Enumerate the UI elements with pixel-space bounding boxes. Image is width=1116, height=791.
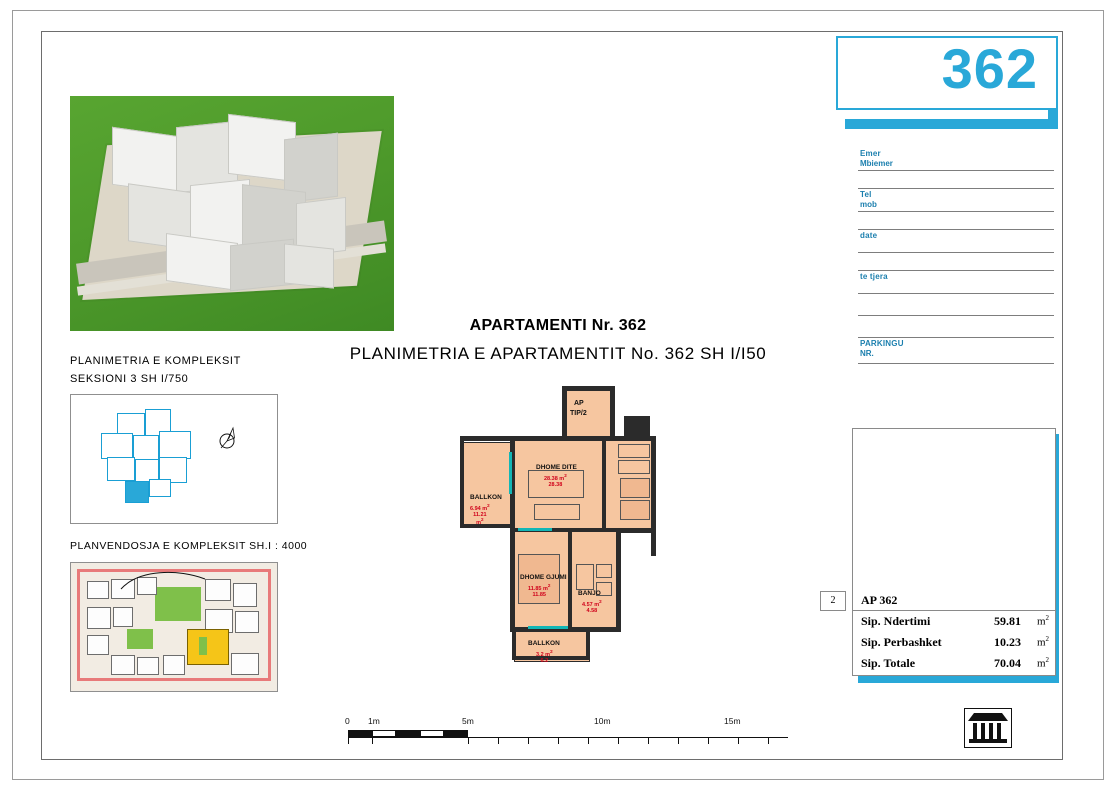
logo-column bbox=[997, 723, 1001, 739]
form-label-mbiemer: Mbiemer bbox=[860, 159, 893, 168]
table-row bbox=[853, 653, 1055, 674]
scale-seg bbox=[444, 730, 468, 737]
area-label-ndertimi: Sip. Ndertimi bbox=[861, 614, 931, 628]
form-row-blank-1[interactable] bbox=[858, 294, 1054, 316]
keyplan-block bbox=[159, 431, 191, 459]
apartment-number-block bbox=[836, 36, 1058, 110]
scale-seg bbox=[348, 730, 372, 737]
form-label-date: date bbox=[860, 231, 878, 240]
furniture-bathtub bbox=[576, 564, 594, 590]
form-label-te-tjera: te tjera bbox=[860, 272, 888, 281]
siteplan-highlight-marker bbox=[199, 637, 207, 655]
room-area-balcony-left: 6.94 $m^2$ 11.21 $m^2$ bbox=[470, 503, 490, 527]
logo-base bbox=[969, 739, 1007, 743]
area-unit-perbashket: $m^2$ bbox=[1036, 635, 1049, 649]
area-table bbox=[852, 590, 1056, 676]
siteplan-boundary bbox=[268, 569, 271, 681]
siteplan-building bbox=[87, 581, 109, 599]
form-row-name[interactable] bbox=[858, 148, 1054, 171]
wall bbox=[562, 386, 567, 440]
area-table-title: AP 362 bbox=[861, 593, 898, 607]
wall-partition bbox=[568, 528, 572, 628]
siteplan-building bbox=[163, 655, 185, 675]
area-value-totale: 70.04 bbox=[994, 656, 1021, 670]
table-row bbox=[853, 611, 1055, 632]
room-area-living: 28.38 $m^2$ 28.38 bbox=[544, 473, 567, 488]
building-logo-icon bbox=[964, 708, 1012, 748]
siteplan-green-area bbox=[127, 629, 153, 649]
area-label-perbashket: Sip. Perbashket bbox=[861, 635, 942, 649]
furniture-kitchen-unit bbox=[620, 500, 650, 520]
area-unit-ndertimi: $m^2$ bbox=[1036, 614, 1049, 628]
scale-label-0: 0 bbox=[345, 716, 350, 726]
scale-tick bbox=[468, 737, 469, 744]
keyplan-heading-line2: SEKSIONI 3 SH I/750 bbox=[70, 373, 189, 385]
wall bbox=[562, 386, 614, 391]
scale-tick bbox=[648, 737, 649, 744]
room-label-bedroom: DHOME GJUMI bbox=[520, 574, 567, 581]
furniture-counter bbox=[618, 460, 650, 474]
wall bbox=[586, 630, 590, 660]
form-row-date[interactable] bbox=[858, 230, 1054, 253]
wall bbox=[651, 436, 656, 556]
siteplan-building bbox=[111, 655, 135, 675]
annotation-tip: TIP/2 bbox=[570, 410, 587, 417]
room-label-balcony-left: BALLKON bbox=[470, 494, 502, 501]
room-area-bedroom: 11.85 $m^2$ 11.85 bbox=[528, 583, 551, 598]
siteplan-building bbox=[231, 653, 259, 675]
siteplan-boundary bbox=[77, 569, 80, 681]
area-label-totale: Sip. Totale bbox=[861, 656, 916, 670]
scale-tick bbox=[768, 737, 769, 744]
keyplan-block bbox=[107, 457, 135, 481]
keyplan-block-highlight bbox=[125, 481, 149, 503]
scale-bar-base bbox=[348, 737, 788, 738]
compass-north-icon bbox=[213, 424, 241, 454]
page-title: APARTAMENTI Nr. 362 bbox=[469, 317, 647, 334]
logo-column bbox=[989, 723, 993, 739]
siteplan-building bbox=[87, 635, 109, 655]
wall-partition bbox=[602, 440, 606, 528]
form-row-name-2[interactable] bbox=[858, 171, 1054, 189]
siteplan-building bbox=[233, 583, 257, 607]
furniture-table bbox=[534, 504, 580, 520]
scale-tick bbox=[618, 737, 619, 744]
room-label-balcony-bottom: BALLKON bbox=[528, 640, 560, 647]
render-building bbox=[166, 233, 238, 291]
siteplan-building bbox=[87, 607, 111, 629]
number-block-shadow-bottom bbox=[845, 119, 1058, 129]
scale-tick bbox=[678, 737, 679, 744]
logo-column bbox=[981, 723, 985, 739]
logo-column bbox=[973, 723, 977, 739]
siteplan-leader-line bbox=[119, 567, 209, 593]
room-label-living: DHOME DITE bbox=[536, 464, 577, 471]
annotation-ap: AP bbox=[574, 400, 584, 407]
wall-column bbox=[624, 416, 650, 440]
scale-tick bbox=[372, 737, 373, 744]
keyplan-block bbox=[101, 433, 133, 459]
render-building bbox=[112, 127, 186, 195]
scale-tick bbox=[558, 737, 559, 744]
notes-box bbox=[852, 428, 1056, 592]
form-row-date-2[interactable] bbox=[858, 253, 1054, 271]
table-row bbox=[853, 632, 1055, 653]
area-unit-totale: $m^2$ bbox=[1036, 656, 1049, 670]
scale-tick bbox=[348, 737, 349, 744]
keyplan-block bbox=[149, 479, 171, 497]
scale-label-5m: 5m bbox=[462, 716, 474, 726]
form-label-tel: Tel bbox=[860, 190, 872, 199]
furniture-wc bbox=[596, 564, 612, 578]
complex-3d-render bbox=[70, 96, 394, 331]
keyplan-block bbox=[133, 435, 159, 461]
glazing bbox=[528, 626, 568, 629]
furniture-counter bbox=[618, 444, 650, 458]
siteplan-building bbox=[113, 607, 133, 627]
room-area-bath: 4.57 $m^2$ 4.58 bbox=[582, 599, 602, 614]
table-row-index: 2 bbox=[820, 591, 846, 611]
area-value-ndertimi: 59.81 bbox=[994, 614, 1021, 628]
wall bbox=[616, 528, 621, 632]
furniture-kitchen-unit bbox=[620, 478, 650, 498]
wall bbox=[460, 436, 464, 528]
wall bbox=[512, 630, 516, 660]
scale-label-1m: 1m bbox=[368, 716, 380, 726]
area-value-perbashket: 10.23 bbox=[994, 635, 1021, 649]
notes-box-shadow-bottom bbox=[858, 675, 1058, 683]
form-row-other[interactable] bbox=[858, 271, 1054, 294]
scale-seg bbox=[372, 730, 396, 737]
scale-seg bbox=[420, 730, 444, 737]
wall bbox=[610, 386, 615, 440]
render-building bbox=[284, 243, 334, 288]
scale-seg bbox=[396, 730, 420, 737]
scale-label-10m: 10m bbox=[594, 716, 611, 726]
scale-tick bbox=[498, 737, 499, 744]
form-label-mob: mob bbox=[860, 200, 877, 209]
complex-site-plan bbox=[70, 562, 278, 692]
area-table-header bbox=[853, 590, 1055, 611]
siteplan-boundary bbox=[77, 678, 271, 681]
form-label-nr: NR. bbox=[860, 349, 874, 358]
scale-bar bbox=[345, 716, 788, 744]
scale-tick bbox=[738, 737, 739, 744]
form-label-parkingu: PARKINGU bbox=[860, 339, 904, 348]
room-label-bath: BANJO bbox=[578, 590, 601, 597]
siteplan-highlight-block bbox=[187, 629, 229, 665]
logo-roof bbox=[968, 713, 1008, 721]
apartment-floor-plan bbox=[452, 378, 702, 678]
wall bbox=[616, 528, 656, 533]
form-row-tel-2[interactable] bbox=[858, 212, 1054, 230]
form-label-emer: Emer bbox=[860, 149, 881, 158]
complex-key-plan bbox=[70, 394, 278, 524]
scale-tick bbox=[588, 737, 589, 744]
wall bbox=[460, 436, 512, 441]
glazing bbox=[509, 452, 512, 494]
room-area-balcony-bottom: 3.2 $m^2$ 6.2 bbox=[536, 649, 553, 664]
glazing bbox=[518, 528, 552, 531]
page-subtitle: PLANIMETRIA E APARTAMENTIT No. 362 SH I/I50 bbox=[349, 344, 767, 363]
siteplan-building bbox=[137, 657, 159, 675]
scale-label-15m: 15m bbox=[724, 716, 741, 726]
keyplan-heading-line1: PLANIMETRIA E KOMPLEKSIT bbox=[70, 355, 241, 367]
scale-tick bbox=[708, 737, 709, 744]
form-row-tel[interactable] bbox=[858, 189, 1054, 212]
apartment-number: 362 bbox=[941, 37, 1038, 100]
scale-tick bbox=[528, 737, 529, 744]
siteplan-building bbox=[235, 611, 259, 633]
siteplan-heading: PLANVENDOSJA E KOMPLEKSIT SH.I : 4000 bbox=[70, 540, 308, 552]
